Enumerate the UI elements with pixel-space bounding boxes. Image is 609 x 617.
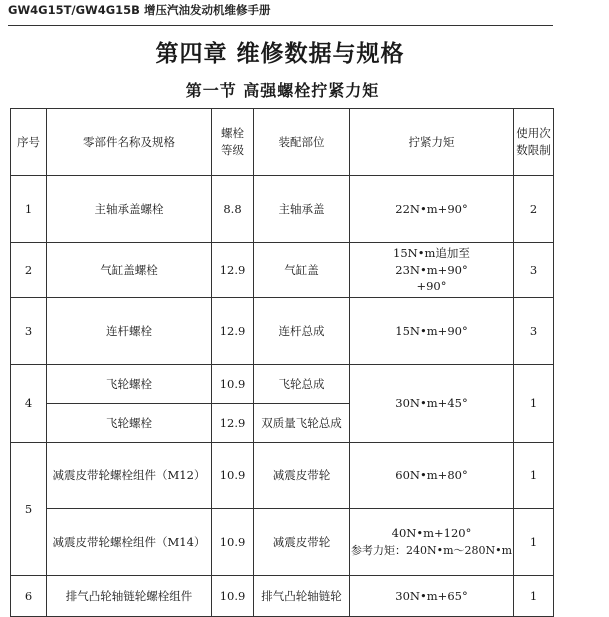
cell-limit: 1 — [514, 509, 554, 576]
cell-location: 连杆总成 — [254, 298, 350, 365]
table-row — [11, 176, 554, 243]
cell-torque: 22N•m+90° — [350, 176, 514, 243]
cell-limit: 2 — [514, 176, 554, 243]
col-header-no: 序号 — [11, 109, 47, 176]
cell-no: 4 — [11, 365, 47, 443]
header-divider — [8, 25, 553, 26]
cell-location: 排气凸轮轴链轮 — [254, 576, 350, 617]
table-row — [11, 298, 554, 365]
cell-location: 减震皮带轮 — [254, 443, 350, 509]
cell-grade: 10.9 — [212, 509, 254, 576]
cell-name: 气缸盖螺栓 — [47, 243, 212, 298]
table-row — [11, 243, 554, 298]
cell-grade: 10.9 — [212, 576, 254, 617]
cell-no: 5 — [11, 443, 47, 576]
torque-spec-table — [10, 108, 554, 617]
cell-location: 气缸盖 — [254, 243, 350, 298]
col-header-location: 装配部位 — [254, 109, 350, 176]
cell-limit: 3 — [514, 298, 554, 365]
table-row — [11, 576, 554, 617]
table-row — [11, 365, 554, 404]
col-header-name: 零部件名称及规格 — [47, 109, 212, 176]
section-title: 第一节 高强螺栓拧紧力矩 — [185, 81, 380, 100]
col-header-limit: 使用次 数限制 — [514, 109, 554, 176]
running-header: GW4G15T/GW4G15B 增压汽油发动机维修手册 — [8, 3, 271, 17]
cell-name: 减震皮带轮螺栓组件（M14） — [47, 509, 212, 576]
cell-torque: 60N•m+80° — [350, 443, 514, 509]
cell-torque: 15N•m+90° — [350, 298, 514, 365]
cell-location: 飞轮总成 — [254, 365, 350, 404]
table-row — [11, 443, 554, 509]
cell-no: 1 — [11, 176, 47, 243]
cell-no: 6 — [11, 576, 47, 617]
cell-name: 连杆螺栓 — [47, 298, 212, 365]
cell-limit: 1 — [514, 576, 554, 617]
cell-grade: 8.8 — [212, 176, 254, 243]
cell-grade: 12.9 — [212, 243, 254, 298]
cell-name: 减震皮带轮螺栓组件（M12） — [47, 443, 212, 509]
cell-torque: 30N•m+45° — [350, 365, 514, 443]
cell-location: 主轴承盖 — [254, 176, 350, 243]
cell-limit: 3 — [514, 243, 554, 298]
cell-name: 飞轮螺栓 — [47, 365, 212, 404]
table-header-row — [11, 109, 554, 176]
cell-limit: 1 — [514, 443, 554, 509]
cell-grade: 12.9 — [212, 404, 254, 443]
cell-name: 主轴承盖螺栓 — [47, 176, 212, 243]
cell-grade: 12.9 — [212, 298, 254, 365]
cell-location: 双质量飞轮总成 — [254, 404, 350, 443]
cell-no: 2 — [11, 243, 47, 298]
cell-torque: 40N•m+120° 参考力矩：240N•m～280N•m — [350, 509, 514, 576]
cell-no: 3 — [11, 298, 47, 365]
cell-grade: 10.9 — [212, 365, 254, 404]
table-row — [11, 509, 554, 576]
cell-name: 排气凸轮轴链轮螺栓组件 — [47, 576, 212, 617]
cell-torque: 15N•m追加至 23N•m+90° +90° — [350, 243, 514, 298]
col-header-grade: 螺栓 等级 — [212, 109, 254, 176]
cell-limit: 1 — [514, 365, 554, 443]
cell-location: 减震皮带轮 — [254, 509, 350, 576]
col-header-torque: 拧紧力矩 — [350, 109, 514, 176]
cell-torque: 30N•m+65° — [350, 576, 514, 617]
cell-grade: 10.9 — [212, 443, 254, 509]
cell-name: 飞轮螺栓 — [47, 404, 212, 443]
chapter-title: 第四章 维修数据与规格 — [155, 41, 405, 67]
